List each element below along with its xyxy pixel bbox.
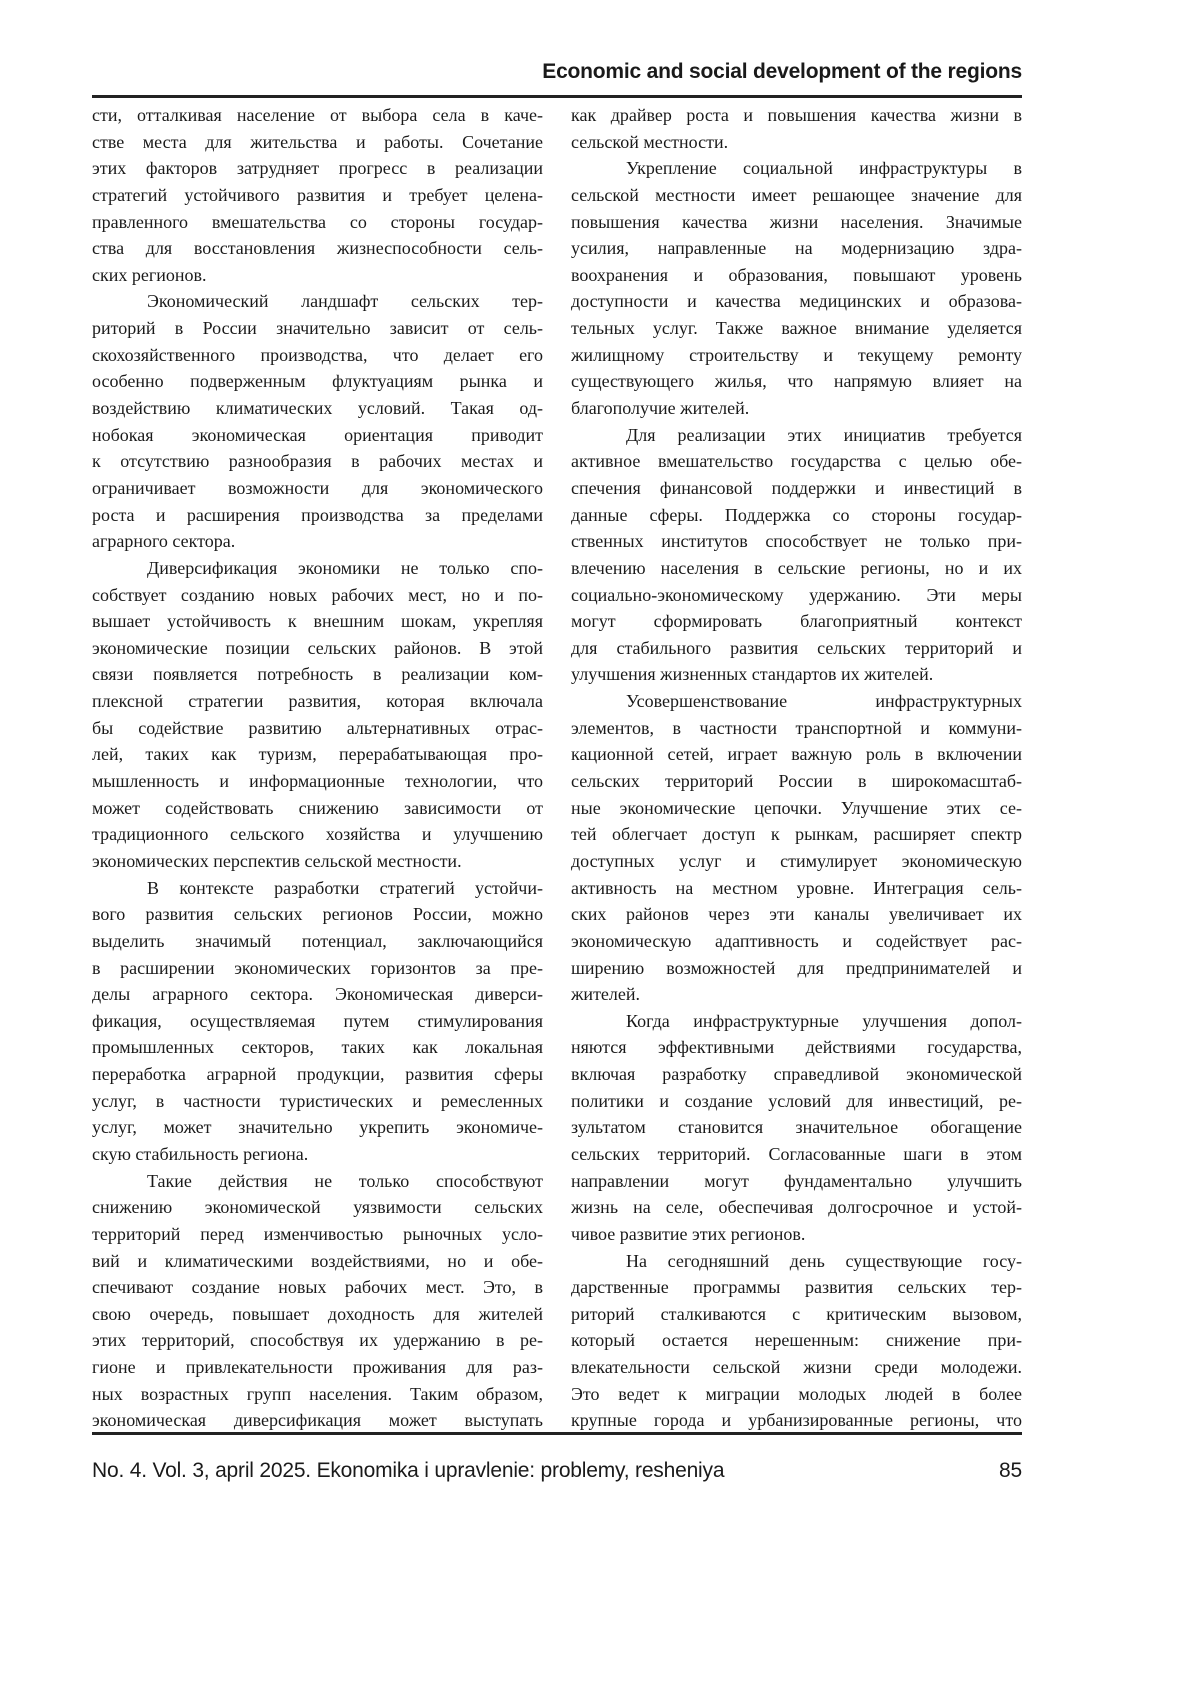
text-line: этих факторов затрудняет прогресс в реализации xyxy=(92,155,543,182)
text-line: связи появляется потребность в реализации ком- xyxy=(92,661,543,688)
text-line: экономические позиции сельских районов. В этой xyxy=(92,635,543,662)
text-line: услуг, в частности туристических и ремесленных xyxy=(92,1088,543,1115)
text-line: традиционного сельского хозяйства и улучшению xyxy=(92,821,543,848)
text-line: ских регионов. xyxy=(92,262,543,289)
text-line: может содействовать снижению зависимости от xyxy=(92,795,543,822)
text-line: услуг, может значительно укрепить экономиче- xyxy=(92,1114,543,1141)
text-line: сельской местности имеет решающее значение для xyxy=(571,182,1022,209)
text-line: правленного вмешательства со стороны государ- xyxy=(92,209,543,236)
paragraph xyxy=(92,875,543,1168)
text-line: экономическая диверсификация может выступать xyxy=(92,1407,543,1434)
text-line: спечивают создание новых рабочих мест. Это, в xyxy=(92,1274,543,1301)
text-line: крупные города и урбанизированные регионы, что xyxy=(571,1407,1022,1434)
text-line: Такие действия не только способствуют xyxy=(92,1168,543,1195)
text-line: скую стабильность региона. xyxy=(92,1141,543,1168)
text-line: ограничивает возможности для экономического xyxy=(92,475,543,502)
paragraph xyxy=(571,688,1022,1008)
text-line: жизнь на селе, обеспечивая долгосрочное и устой- xyxy=(571,1194,1022,1221)
text-line: няются эффективными действиями государства, xyxy=(571,1034,1022,1061)
text-line: экономическую адаптивность и содействует рас- xyxy=(571,928,1022,955)
paragraph xyxy=(571,422,1022,688)
text-line: собствует созданию новых рабочих мест, но и по- xyxy=(92,582,543,609)
text-line: кационной сетей, играет важную роль в включении xyxy=(571,741,1022,768)
text-line: зультатом становится значительное обогащение xyxy=(571,1114,1022,1141)
text-line: усилия, направленные на модернизацию здра- xyxy=(571,235,1022,262)
text-line: социально-экономическому удержанию. Эти меры xyxy=(571,582,1022,609)
text-line: снижению экономической уязвимости сельских xyxy=(92,1194,543,1221)
text-line: тельных услуг. Также важное внимание уделяется xyxy=(571,315,1022,342)
column-left xyxy=(92,102,543,1434)
text-line: направлении могут фундаментально улучшить xyxy=(571,1168,1022,1195)
paragraph xyxy=(571,155,1022,421)
text-line: могут сформировать благоприятный контекст xyxy=(571,608,1022,635)
header-rule xyxy=(92,95,1022,98)
text-line: жилищному строительству и текущему ремонту xyxy=(571,342,1022,369)
text-line: политики и создание условий для инвестиций, ре- xyxy=(571,1088,1022,1115)
text-line: Усовершенствование инфраструктурных xyxy=(571,688,1022,715)
text-line: скохозяйственного производства, что делает его xyxy=(92,342,543,369)
text-line: данные сферы. Поддержка со стороны государ- xyxy=(571,502,1022,529)
text-line: сельской местности. xyxy=(571,129,1022,156)
text-line: ственных институтов способствует не только при- xyxy=(571,528,1022,555)
text-line: сельских территорий России в широкомасштаб- xyxy=(571,768,1022,795)
text-line: На сегодняшний день существующие госу- xyxy=(571,1248,1022,1275)
text-line: влекательности сельской жизни среди молодежи. xyxy=(571,1354,1022,1381)
text-line: повышения качества жизни населения. Значимые xyxy=(571,209,1022,236)
text-line: ских районов через эти каналы увеличивает их xyxy=(571,901,1022,928)
text-line: Для реализации этих инициатив требуется xyxy=(571,422,1022,449)
footer-rule xyxy=(92,1432,1022,1435)
text-line: дарственные программы развития сельских тер- xyxy=(571,1274,1022,1301)
text-line: активность на местном уровне. Интеграция сель- xyxy=(571,875,1022,902)
text-line: В контексте разработки стратегий устойчи- xyxy=(92,875,543,902)
paragraph xyxy=(92,555,543,875)
text-line: активное вмешательство государства с целью обе- xyxy=(571,448,1022,475)
paragraph xyxy=(571,102,1022,155)
text-line: сти, отталкивая население от выбора села в каче- xyxy=(92,102,543,129)
text-line: который остается нерешенным: снижение при- xyxy=(571,1327,1022,1354)
text-line: мышленность и информационные технологии, что xyxy=(92,768,543,795)
text-line: аграрного сектора. xyxy=(92,528,543,555)
text-line: благополучие жителей. xyxy=(571,395,1022,422)
text-line: вышает устойчивость к внешним шокам, укрепляя xyxy=(92,608,543,635)
text-line: ства для восстановления жизнеспособности сель- xyxy=(92,235,543,262)
paragraph xyxy=(571,1248,1022,1434)
paragraph xyxy=(92,102,543,288)
text-line: ширению возможностей для предпринимателей и xyxy=(571,955,1022,982)
page-number: 85 xyxy=(999,1459,1022,1483)
text-line: стратегий устойчивого развития и требует целена- xyxy=(92,182,543,209)
text-line: вий и климатическими воздействиями, но и обе- xyxy=(92,1248,543,1275)
text-line: стве места для жительства и работы. Сочетание xyxy=(92,129,543,156)
text-line: жителей. xyxy=(571,981,1022,1008)
text-line: нобокая экономическая ориентация приводит xyxy=(92,422,543,449)
text-line: для стабильного развития сельских территорий и xyxy=(571,635,1022,662)
text-line: Это ведет к миграции молодых людей в более xyxy=(571,1381,1022,1408)
paragraph xyxy=(92,288,543,554)
text-line: бы содействие развитию альтернативных отрас- xyxy=(92,715,543,742)
text-line: ные экономические цепочки. Улучшение этих се- xyxy=(571,795,1022,822)
text-line: в расширении экономических горизонтов за пре- xyxy=(92,955,543,982)
text-line: выделить значимый потенциал, заключающийся xyxy=(92,928,543,955)
text-line: лей, таких как туризм, перерабатывающая про- xyxy=(92,741,543,768)
text-line: переработка аграрной продукции, развития сферы xyxy=(92,1061,543,1088)
text-line: Диверсификация экономики не только спо- xyxy=(92,555,543,582)
text-line: улучшения жизненных стандартов их жителей. xyxy=(571,661,1022,688)
text-line: к отсутствию разнообразия в рабочих местах и xyxy=(92,448,543,475)
text-line: воохранения и образования, повышают уровень xyxy=(571,262,1022,289)
text-line: гионе и привлекательности проживания для раз- xyxy=(92,1354,543,1381)
text-line: фикация, осуществляемая путем стимулирования xyxy=(92,1008,543,1035)
text-line: территорий перед изменчивостью рыночных усло- xyxy=(92,1221,543,1248)
text-line: как драйвер роста и повышения качества жизни в xyxy=(571,102,1022,129)
text-line: риторий сталкиваются с критическим вызовом, xyxy=(571,1301,1022,1328)
text-line: делы аграрного сектора. Экономическая диверси- xyxy=(92,981,543,1008)
page-footer xyxy=(92,1459,1022,1483)
text-line: Экономический ландшафт сельских тер- xyxy=(92,288,543,315)
text-line: промышленных секторов, таких как локальная xyxy=(92,1034,543,1061)
text-line: риторий в России значительно зависит от сель- xyxy=(92,315,543,342)
text-line: Укрепление социальной инфраструктуры в xyxy=(571,155,1022,182)
text-line: свою очередь, повышает доходность для жителей xyxy=(92,1301,543,1328)
text-line: этих территорий, способствуя их удержанию в ре- xyxy=(92,1327,543,1354)
text-line: экономических перспектив сельской местности. xyxy=(92,848,543,875)
text-line: сельских территорий. Согласованные шаги в этом xyxy=(571,1141,1022,1168)
text-line: элементов, в частности транспортной и коммуни- xyxy=(571,715,1022,742)
text-line: ных возрастных групп населения. Таким образом, xyxy=(92,1381,543,1408)
text-line: доступности и качества медицинских и образова- xyxy=(571,288,1022,315)
text-line: Когда инфраструктурные улучшения допол- xyxy=(571,1008,1022,1035)
text-line: плексной стратегии развития, которая включала xyxy=(92,688,543,715)
running-header: Economic and social development of the regions xyxy=(92,60,1022,84)
journal-citation: No. 4. Vol. 3, april 2025. Ekonomika i upravlenie: problemy, resheniya xyxy=(92,1459,724,1483)
text-line: чивое развитие этих регионов. xyxy=(571,1221,1022,1248)
text-line: вого развития сельских регионов России, можно xyxy=(92,901,543,928)
text-line: спечения финансовой поддержки и инвестиций в xyxy=(571,475,1022,502)
text-line: влечению населения в сельские регионы, но и их xyxy=(571,555,1022,582)
text-line: тей облегчает доступ к рынкам, расширяет спектр xyxy=(571,821,1022,848)
paragraph xyxy=(92,1168,543,1434)
text-line: роста и расширения производства за пределами xyxy=(92,502,543,529)
column-right xyxy=(571,102,1022,1434)
text-line: особенно подверженным флуктуациям рынка и xyxy=(92,368,543,395)
paragraph xyxy=(571,1008,1022,1248)
text-line: воздействию климатических условий. Такая од- xyxy=(92,395,543,422)
text-line: существующего жилья, что напрямую влияет на xyxy=(571,368,1022,395)
text-line: включая разработку справедливой экономической xyxy=(571,1061,1022,1088)
text-line: доступных услуг и стимулирует экономическую xyxy=(571,848,1022,875)
